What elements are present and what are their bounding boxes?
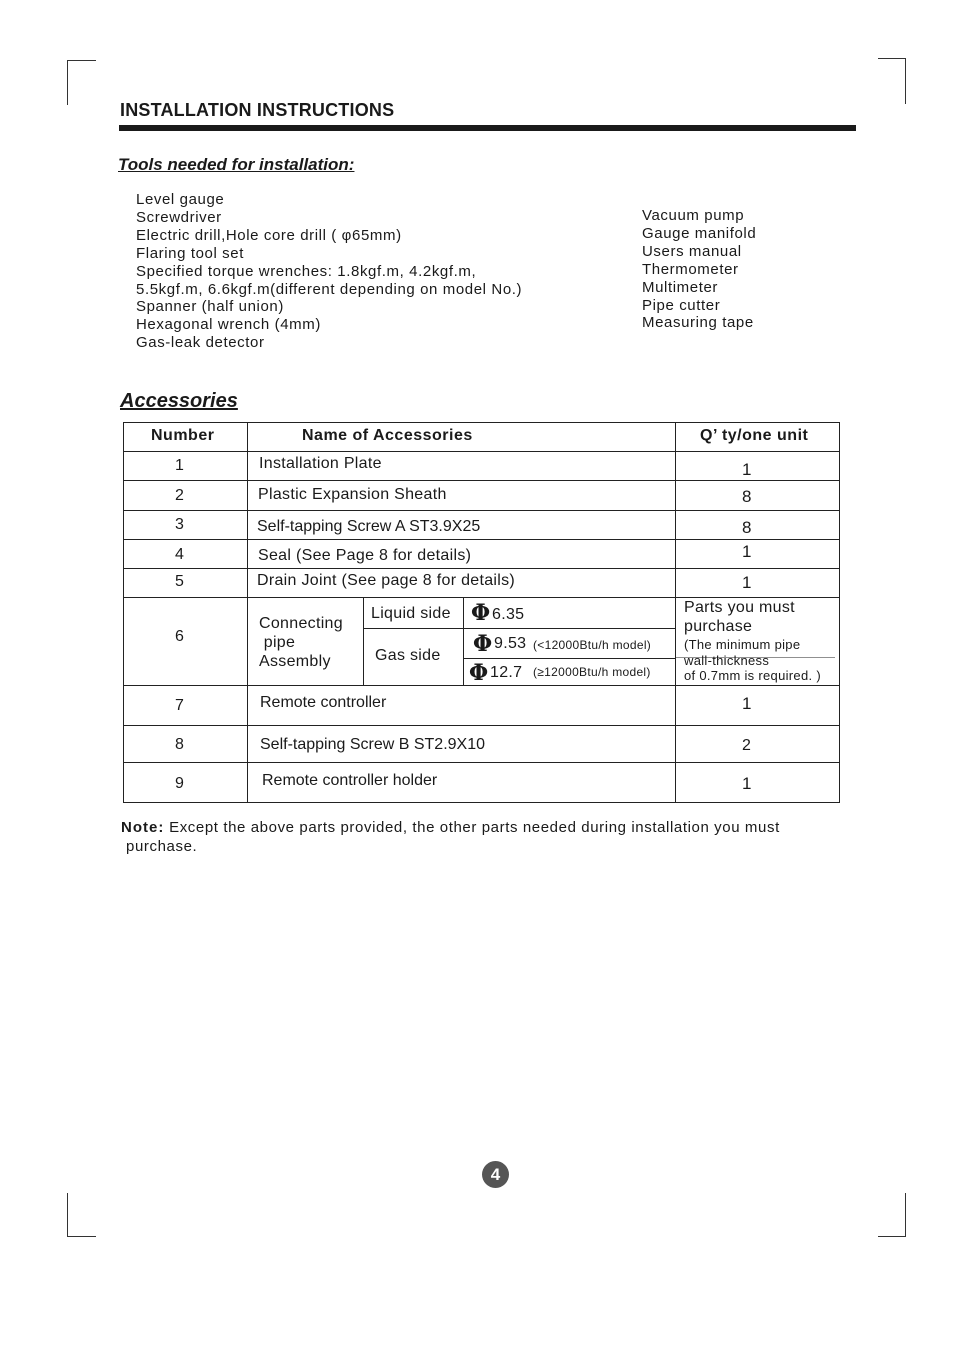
- row-number: 5: [175, 573, 185, 590]
- tool-item: Measuring tape: [642, 314, 754, 332]
- row-number: 2: [175, 487, 185, 504]
- pipe-qty-line: purchase: [684, 618, 753, 635]
- column-header-number: Number: [151, 427, 215, 444]
- pipe-qty-line: Parts you must: [684, 599, 795, 616]
- tool-item: Specified torque wrenches: 1.8kgf.m, 4.2kgf.m,: [136, 262, 477, 280]
- tool-item: Thermometer: [642, 260, 739, 278]
- row-name: Remote controller: [260, 694, 387, 711]
- row-qty: 2: [742, 737, 752, 754]
- tool-item: 5.5kgf.m, 6.6kgf.m(different depending on model No.): [136, 280, 523, 298]
- tool-item: Gas-leak detector: [136, 334, 265, 352]
- tool-item: Users manual: [642, 242, 742, 260]
- tool-item: Gauge manifold: [642, 224, 757, 242]
- row-name: Seal (See Page 8 for details): [258, 547, 472, 564]
- tool-item: Screwdriver: [136, 208, 222, 226]
- row-qty: 1: [742, 694, 752, 713]
- tool-item: Pipe cutter: [642, 296, 721, 314]
- row-qty: 8: [742, 487, 752, 506]
- row-number: 9: [175, 775, 185, 792]
- row-number: 1: [175, 457, 185, 474]
- tool-item: Multimeter: [642, 278, 719, 296]
- row-name: Self-tapping Screw A ST3.9X25: [257, 518, 481, 535]
- row-number: 6: [175, 628, 185, 645]
- accessories-heading: Accessories: [120, 390, 238, 412]
- pipe-name-line: pipe: [259, 634, 296, 651]
- row-name: Remote controller holder: [262, 772, 438, 789]
- tool-item: Level gauge: [136, 191, 225, 208]
- gas-side-label: Gas side: [375, 647, 441, 664]
- tool-item: Vacuum pump: [642, 207, 745, 224]
- installation-note: [121, 818, 780, 856]
- gas-pipe-size-small: 9.53: [494, 635, 527, 652]
- liquid-side-label: Liquid side: [371, 605, 451, 622]
- phi-symbol: Φ: [471, 600, 491, 626]
- phi-symbol: Φ: [473, 631, 493, 657]
- tool-item: Electric drill,Hole core drill ( φ65mm): [136, 226, 402, 244]
- row-name: Plastic Expansion Sheath: [258, 486, 447, 503]
- tool-item: Spanner (half union): [136, 298, 284, 316]
- row-number: 8: [175, 736, 185, 753]
- tools-heading: Tools needed for installation:: [118, 155, 355, 174]
- column-header-name: Name of Accessories: [302, 427, 473, 444]
- page-number: 4: [482, 1161, 509, 1188]
- gas-pipe-size-large: 12.7: [490, 664, 523, 681]
- page-title: INSTALLATION INSTRUCTIONS: [120, 100, 395, 120]
- phi-symbol: Φ: [469, 660, 489, 686]
- pipe-qty-note: (The minimum pipe: [684, 637, 801, 652]
- pipe-qty-note: of 0.7mm is required. ): [684, 668, 821, 683]
- pipe-name-line: Assembly: [259, 653, 331, 670]
- gas-pipe-note-small: (<12000Btu/h model): [533, 638, 652, 652]
- row-number: 7: [175, 697, 185, 714]
- row-name: Drain Joint (See page 8 for details): [257, 572, 516, 589]
- row-qty: 1: [742, 573, 752, 592]
- note-label: Note:: [121, 819, 165, 836]
- row-qty: 1: [742, 774, 752, 793]
- row-number: 4: [175, 546, 185, 563]
- row-qty: 1: [742, 542, 752, 561]
- row-qty: 1: [742, 460, 752, 479]
- note-text-continued: purchase.: [126, 838, 198, 855]
- note-text: Except the above parts provided, the other parts needed during installation you must: [164, 819, 780, 836]
- tool-item: Flaring tool set: [136, 244, 244, 262]
- row-number: 3: [175, 516, 185, 533]
- row-name: Installation Plate: [259, 455, 382, 472]
- gas-pipe-note-large: (≥12000Btu/h model): [533, 665, 651, 679]
- liquid-pipe-size: 6.35: [492, 606, 525, 623]
- column-header-qty: Q’ ty/one unit: [700, 427, 809, 444]
- row-qty: 8: [742, 518, 752, 537]
- pipe-qty-note: wall-thickness: [684, 653, 770, 668]
- row-name: Self-tapping Screw B ST2.9X10: [260, 736, 486, 753]
- tool-item: Hexagonal wrench (4mm): [136, 316, 321, 334]
- pipe-name-line: Connecting: [259, 615, 343, 632]
